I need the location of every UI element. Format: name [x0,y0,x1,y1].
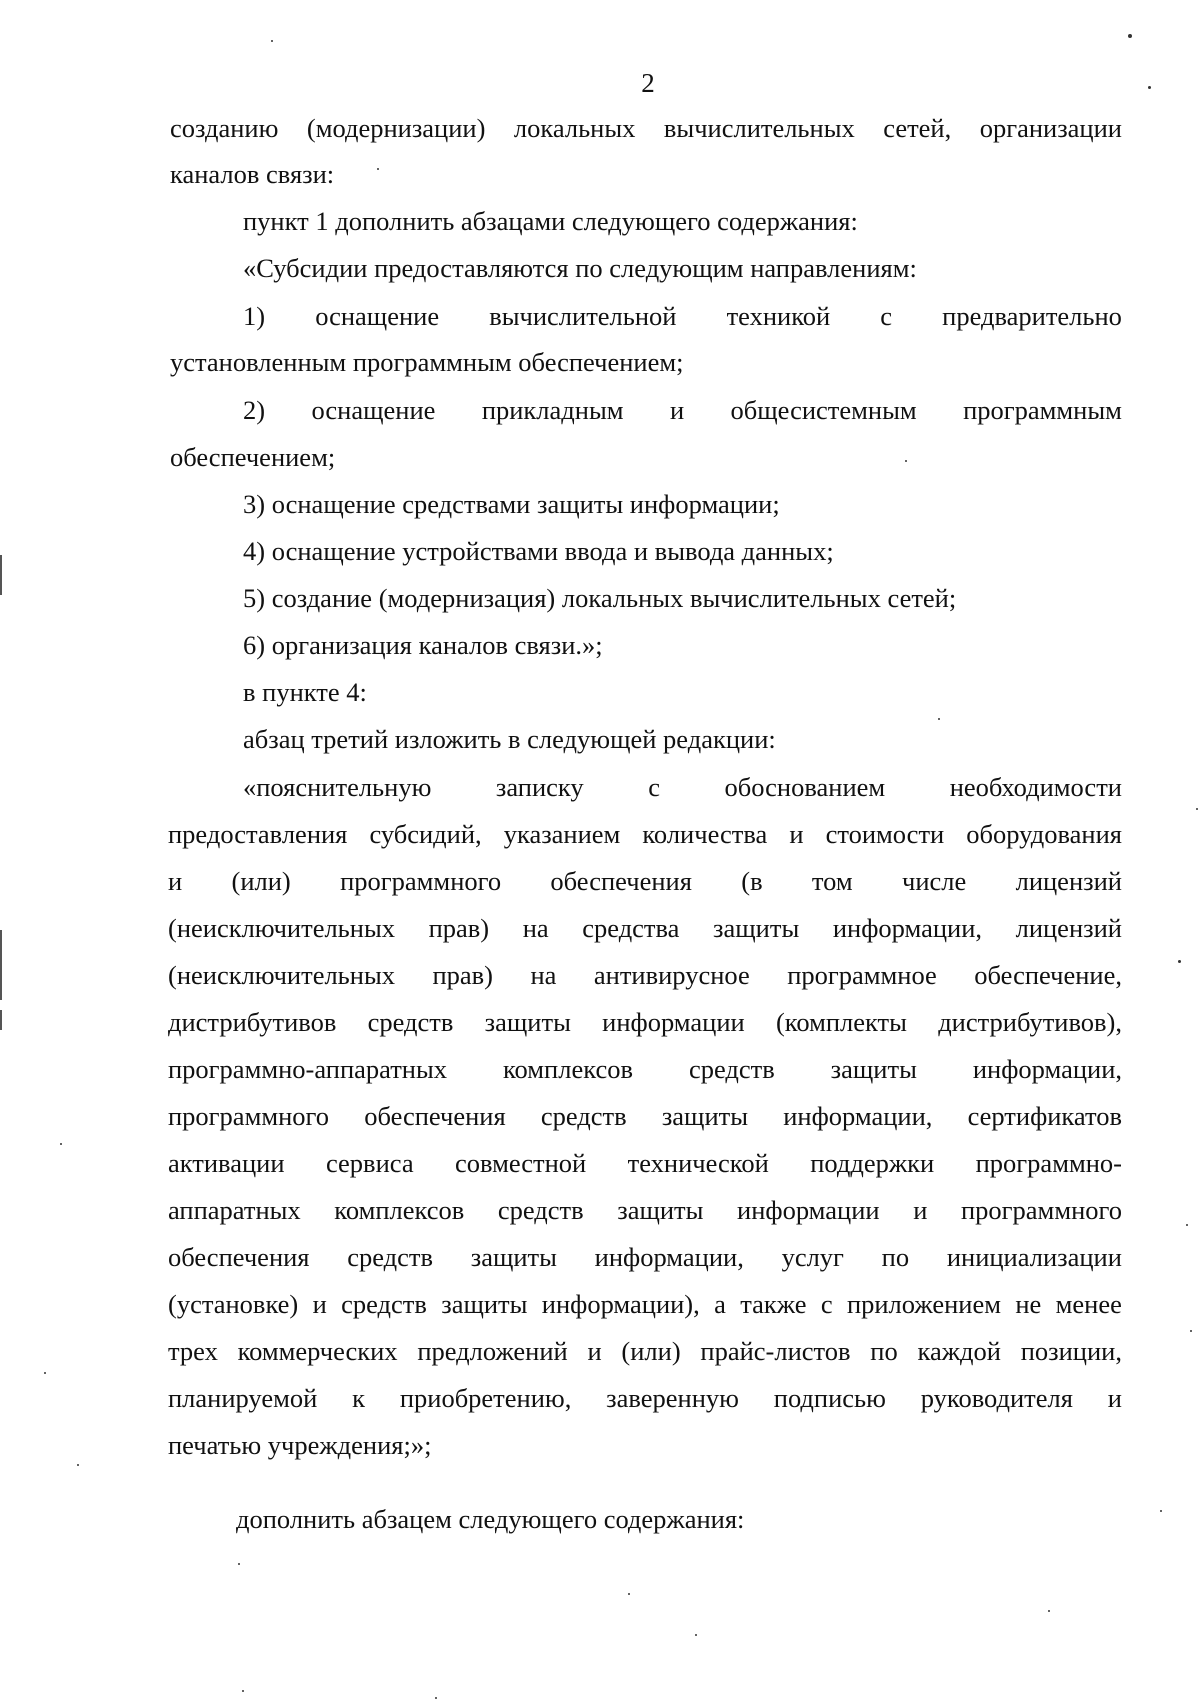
word: числе [902,866,967,896]
word: сервиса [325,1148,414,1178]
word: с [880,301,893,331]
word: и [587,1336,602,1366]
word: указанием [503,819,621,849]
word: антивирусное [593,960,750,990]
text-line: 5) создание (модернизация) локальных вычислительных сетей; [243,583,957,613]
word: услуг [781,1242,844,1272]
word: руководителя [920,1383,1073,1413]
word: средств [688,1054,775,1084]
word: средств [497,1195,584,1225]
word: оснащение [311,395,436,425]
word: (неисключительных [168,960,395,990]
scan-speck [905,460,907,462]
word: информации [737,1195,880,1225]
word: менее [1055,1289,1122,1319]
scan-edge-mark [0,555,2,595]
text-line [243,300,1122,332]
scan-speck [242,1690,244,1692]
word: информации, [832,913,982,943]
word: обеспечения [364,1101,506,1131]
word: защиты [617,1195,704,1225]
text-line [168,1194,1122,1226]
scan-speck [60,1143,62,1145]
word: а [714,1289,726,1319]
word: комплексов [503,1054,633,1084]
word: поддержки [810,1148,935,1178]
text-line: дополнить абзацем следующего содержания: [236,1504,745,1534]
text-line [168,1006,1122,1038]
word: защиты [441,1289,528,1319]
word: программно- [975,1148,1122,1178]
word: средства [582,913,680,943]
word: дистрибутивов [168,1007,337,1037]
word: вычислительных [663,113,855,143]
word: предложений [417,1336,568,1366]
word: программного [960,1195,1122,1225]
word: программного [340,866,502,896]
word: и [789,819,804,849]
word: прикладным [481,395,624,425]
word: по [870,1336,898,1366]
word: лицензий [1015,913,1122,943]
text-line: каналов связи: [170,159,335,189]
word: на [530,960,557,990]
word: к [352,1383,365,1413]
scan-speck [435,1697,437,1699]
word: 2) [243,395,266,425]
word: обеспечения [168,1242,310,1272]
text-line: 6) организация каналов связи.»; [243,630,603,660]
word: (неисключительных [168,913,395,943]
scan-speck [628,1593,630,1595]
word: оснащение [315,301,440,331]
word: стоимости [825,819,945,849]
word: средств [347,1242,433,1272]
word: «пояснительную [243,772,432,802]
text-line [168,1100,1122,1132]
word: с [820,1289,833,1319]
word: защиты [713,913,800,943]
word: программно-аппаратных [168,1054,448,1084]
word: (или) [621,1336,681,1366]
scan-speck [938,718,940,720]
word: инициализации [946,1242,1122,1272]
word: необходимости [949,772,1122,802]
word: технической [627,1148,769,1178]
word: прав) [432,960,493,990]
text-line [168,1288,1122,1320]
word: не [1015,1289,1042,1319]
word: подписью [773,1383,886,1413]
word: защиты [661,1101,749,1131]
scan-speck [44,1372,46,1374]
word: общесистемным [730,395,917,425]
scan-speck [1128,34,1132,38]
scan-speck [1186,1224,1188,1226]
word: записку [495,772,584,802]
word: прав) [428,913,490,943]
scan-speck [1196,808,1198,810]
word: информации, [972,1054,1122,1084]
word: том [811,866,853,896]
word: планируемой [168,1383,318,1413]
word: и [1107,1383,1122,1413]
text-line [168,1147,1122,1179]
text-line: 4) оснащение устройствами ввода и вывода данных; [243,536,834,566]
page-number: 2 [641,68,655,98]
word: предоставления [168,819,348,849]
scan-speck [271,40,273,42]
word: дистрибутивов), [938,1007,1122,1037]
word: (или) [231,866,291,896]
word: заверенную [606,1383,739,1413]
word: средств [367,1007,454,1037]
text-line [168,1382,1122,1414]
word: прайс-листов [700,1336,851,1366]
word: защиты [830,1054,917,1084]
word: комплексов [334,1195,465,1225]
text-line [168,1053,1122,1085]
word: приложением [846,1289,1001,1319]
word: активации [168,1148,285,1178]
scan-speck [77,1464,79,1466]
word: и [669,395,685,425]
scan-speck [695,1634,697,1636]
word: на [522,913,549,943]
word: каждой [917,1336,1001,1366]
word: коммерческих [237,1336,398,1366]
word: информации), [541,1289,700,1319]
word: позиции, [1020,1336,1122,1366]
word: сертификатов [967,1101,1122,1131]
text-line [168,959,1122,991]
word: субсидий, [369,819,482,849]
scan-speck [1190,1330,1192,1332]
word: локальных [513,113,636,143]
word: и [168,866,183,896]
text-line [168,1335,1122,1367]
word: трех [168,1336,218,1366]
word: созданию [170,113,279,143]
text-line: 3) оснащение средствами защиты информации; [243,489,780,519]
text-line: печатью учреждения;»; [168,1430,432,1460]
scan-speck [377,168,379,170]
word: организации [979,113,1122,143]
scan-speck [238,1563,240,1565]
word: информации, [594,1242,744,1272]
scan-speck [1048,1610,1050,1612]
text-line [168,818,1122,850]
text-line [170,112,1122,144]
word: аппаратных [168,1195,301,1225]
word: информации, [783,1101,933,1131]
word: (комплекты [775,1007,907,1037]
word: средств [341,1289,427,1319]
word: по [881,1242,910,1272]
text-line [168,865,1122,897]
word: защиты [484,1007,571,1037]
word: предварительно [942,301,1122,331]
text-line: обеспечением; [170,442,336,472]
word: программного [168,1101,329,1131]
text-line [243,771,1122,803]
text-line [168,912,1122,944]
word: с [648,772,660,802]
word: 1) [243,301,266,331]
word: защиты [470,1242,557,1272]
word: программным [963,395,1122,425]
text-line [168,1241,1122,1273]
word: (установке) [168,1289,299,1319]
text-line: «Субсидии предоставляются по следующим направлениям: [243,253,917,283]
word: вычислительной [489,301,677,331]
word: совместной [455,1148,587,1178]
word: лицензий [1015,866,1122,896]
word: информации [602,1007,745,1037]
scan-edge-mark [0,1010,2,1030]
scan-speck [1148,86,1151,89]
text-line [243,394,1122,426]
word: обоснованием [724,772,886,802]
word: сетей, [883,113,952,143]
text-line: в пункте 4: [243,677,367,707]
text-line: пункт 1 дополнить абзацами следующего содержания: [243,206,858,236]
text-line: установленным программным обеспечением; [170,347,684,377]
word: и [913,1195,928,1225]
word: средств [540,1101,627,1131]
word: также [740,1289,807,1319]
text-line: абзац третий изложить в следующей редакции: [243,724,776,754]
word: (модернизации) [306,113,486,143]
word: обеспечение, [974,960,1122,990]
word: техникой [726,301,831,331]
word: оборудования [966,819,1122,849]
word: (в [741,866,763,896]
scan-speck [1178,960,1181,963]
word: обеспечения [550,866,692,896]
word: количества [642,819,768,849]
word: и [312,1289,327,1319]
scan-speck [1160,1510,1162,1512]
scan-edge-mark [0,930,2,1000]
word: программное [787,960,937,990]
word: приобретению, [399,1383,572,1413]
